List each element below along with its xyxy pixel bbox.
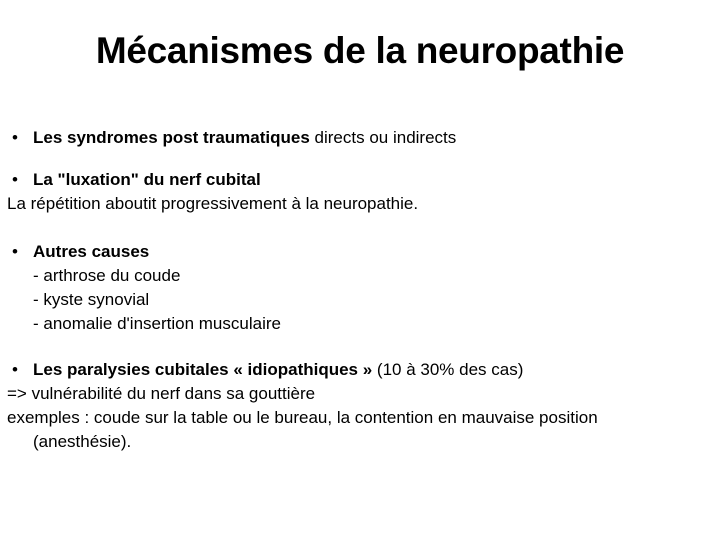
bullet-heading: La "luxation" du nerf cubital: [33, 170, 261, 189]
bullet-heading: Les syndromes post traumatiques: [33, 128, 310, 147]
cause-item-arthrosis: - arthrose du coude: [33, 266, 181, 285]
detail-line: (anesthésie).: [33, 432, 132, 451]
bullet-other-causes: [7, 240, 713, 336]
detail-line: exemples : coude sur la table ou le bureau, la contention en mauvaise position: [7, 408, 598, 427]
bullet-heading: Autres causes: [33, 242, 150, 261]
cause-item-insertion-anomaly: - anomalie d'insertion musculaire: [33, 314, 281, 333]
detail-line: La répétition aboutit progressivement à la neuropathie.: [7, 194, 419, 213]
bullet-text: directs ou indirects: [309, 128, 457, 147]
bullet-ulnar-nerve-luxation: [7, 168, 713, 216]
bullet-post-traumatic-syndromes: [7, 126, 713, 150]
bullet-icon: •: [12, 170, 18, 189]
bullet-line: [7, 240, 713, 264]
slide-title: Mécanismes de la neuropathie: [95, 30, 625, 71]
bullet-heading: Les paralysies cubitales « idiopathiques »: [33, 360, 373, 379]
cause-item-synovial-cyst: - kyste synovial: [33, 290, 150, 309]
bullet-line: [7, 126, 713, 150]
bullet-line: [7, 168, 713, 192]
bullet-icon: •: [12, 128, 18, 147]
bullet-icon: •: [12, 360, 18, 379]
bullet-text: (10 à 30% des cas): [372, 360, 524, 379]
detail-line: => vulnérabilité du nerf dans sa gouttière: [7, 384, 316, 403]
bullet-icon: •: [12, 242, 18, 261]
bullet-line: [7, 358, 713, 382]
bullet-idiopathic-paralyses: [7, 358, 713, 454]
